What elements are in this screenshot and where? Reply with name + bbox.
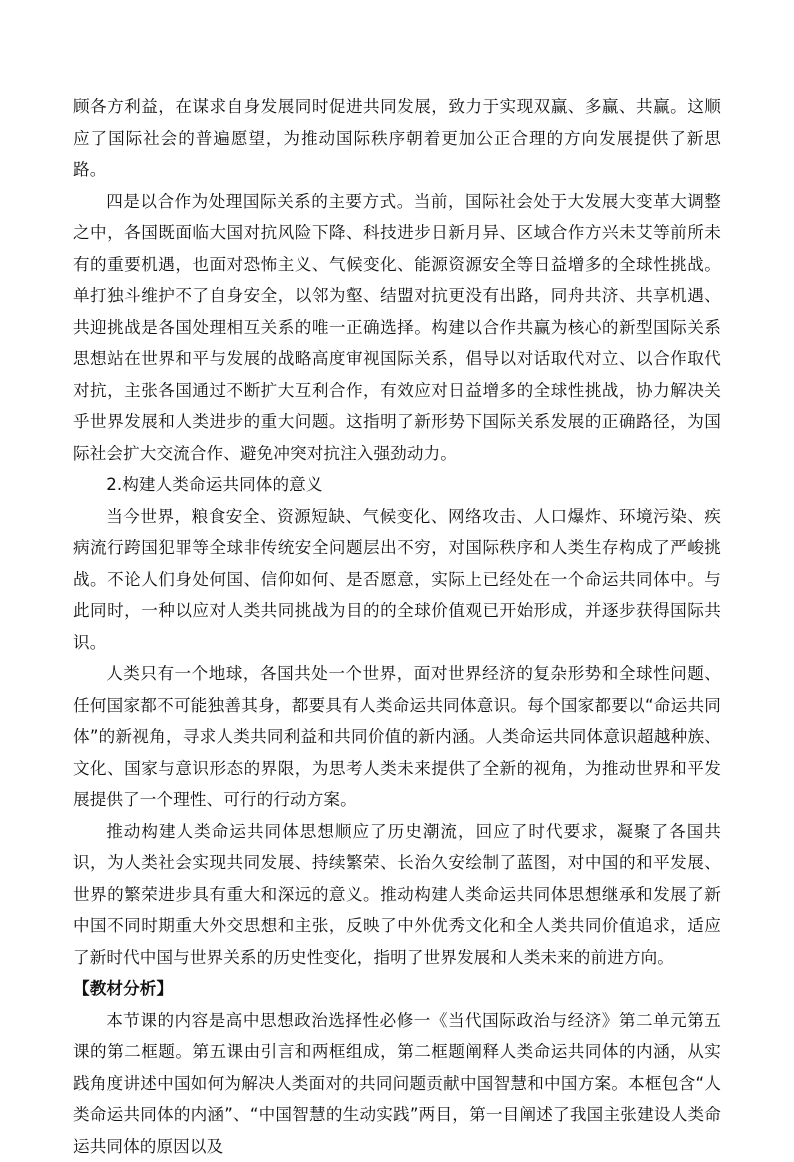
document-body [73, 91, 721, 1162]
paragraph-historical-trend: 推动构建人类命运共同体思想顺应了历史潮流，回应了时代要求，凝聚了各国共识，为人类社会实现共同发展、持续繁荣、长治久安绘制了蓝图，对中国的和平发展、世界的繁荣进步具有重大和深远的意义。推动构建人类命运共同体思想继承和发展了新中国不同时期重大外交思想和主张，反映了中外优秀文化和全人类共同价值追求，适应了新时代中国与世界关系的历史性变化，指明了世界发展和人类未来的前进方向。 [73, 816, 721, 974]
paragraph-continuation: 顾各方利益，在谋求自身发展同时促进共同发展，致力于实现双赢、多赢、共赢。这顺应了国际社会的普遍愿望，为推动国际秩序朝着更加公正合理的方向发展提供了新思路。 [73, 91, 721, 186]
paragraph-global-challenges: 当今世界，粮食安全、资源短缺、气候变化、网络攻击、人口爆炸、环境污染、疾病流行跨国犯罪等全球非传统安全问题层出不穷，对国际秩序和人类生存构成了严峻挑战。不论人们身处何国、信仰如何、是否愿意，实际上已经处在一个命运共同体中。与此同时，一种以应对人类共同挑战为目的的全球价值观已开始形成，并逐步获得国际共识。 [73, 501, 721, 659]
paragraph-cooperation: 四是以合作为处理国际关系的主要方式。当前，国际社会处于大发展大变革大调整之中，各国既面临大国对抗风险下降、科技进步日新月异、区域合作方兴未艾等前所未有的重要机遇，也面对恐怖主义、气候变化、能源资源安全等日益增多的全球性挑战。单打独斗维护不了自身安全，以邻为壑、结盟对抗更没有出路，同舟共济、共享机遇、共迎挑战是各国处理相互关系的唯一正确选择。构建以合作共赢为核心的新型国际关系思想站在世界和平与发展的战略高度审视国际关系，倡导以对话取代对立、以合作取代对抗，主张各国通过不断扩大互利合作，有效应对日益增多的全球性挑战，协力解决关乎世界发展和人类进步的重大问题。这指明了新形势下国际关系发展的正确路径，为国际社会扩大交流合作、避免冲突对抗注入强劲动力。 [73, 186, 721, 470]
section-heading-significance: 2.构建人类命运共同体的意义 [73, 469, 721, 501]
section-heading-textbook-analysis: 【教材分析】 [73, 973, 721, 1005]
paragraph-textbook-analysis: 本节课的内容是高中思想政治选择性必修一《当代国际政治与经济》第二单元第五课的第二框题。第五课由引言和两框组成，第二框题阐释人类命运共同体的内涵，从实践角度讲述中国如何为解决人类面对的共同问题贡献中国智慧和中国方案。本框包含“人类命运共同体的内涵”、“中国智慧的生动实践”两目，第一目阐述了我国主张建设人类命运共同体的原因以及 [73, 1005, 721, 1162]
paragraph-one-earth: 人类只有一个地球，各国共处一个世界，面对世界经济的复杂形势和全球性问题、任何国家都不可能独善其身，都要具有人类命运共同体意识。每个国家都要以“命运共同体”的新视角，寻求人类共同利益和共同价值的新内涵。人类命运共同体意识超越种族、文化、国家与意识形态的界限，为思考人类未来提供了全新的视角，为推动世界和平发展提供了一个理性、可行的行动方案。 [73, 658, 721, 816]
